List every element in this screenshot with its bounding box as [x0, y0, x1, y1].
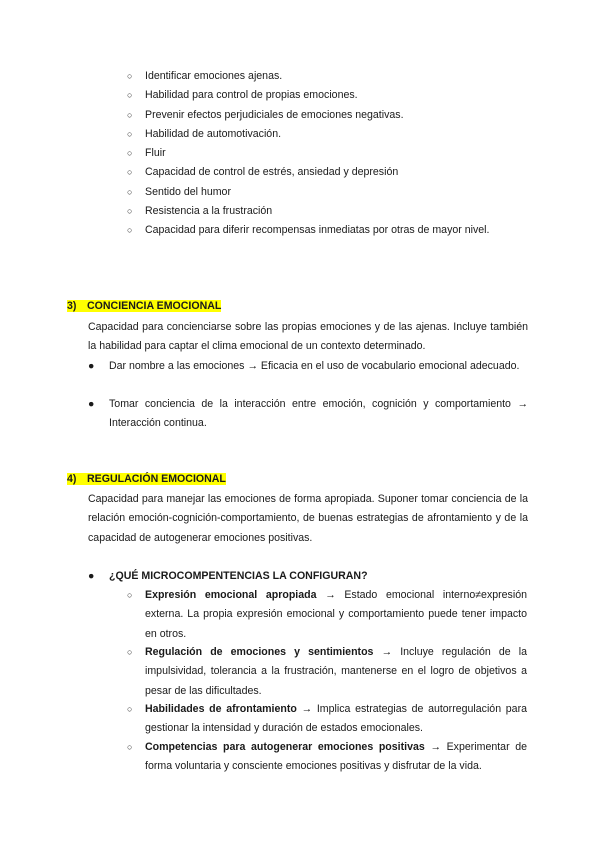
circle-bullet-icon: ○: [127, 90, 133, 101]
circle-bullet-icon: ○: [127, 590, 133, 600]
bullet-icon: ●: [88, 570, 95, 582]
section4-heading: [67, 473, 226, 485]
section3-bullet: ● Tomar conciencia de la interacción entre emoción, cognición y comportamiento → Interacción continua.: [88, 395, 528, 434]
circle-bullet-icon: ○: [127, 742, 133, 752]
circle-bullet-icon: ○: [127, 109, 133, 120]
section3-description: Capacidad para concienciarse sobre las propias emociones y de las ajenas. Incluye también la habilidad para captar el clima emocional de un contexto determinado.: [88, 321, 528, 353]
circle-bullet-icon: ○: [127, 71, 133, 81]
item-term: Habilidades de afrontamiento: [145, 703, 297, 715]
item-term: Regulación de emociones y sentimientos: [145, 646, 374, 658]
circle-bullet-icon: ○: [127, 647, 133, 657]
bullet-icon: ●: [88, 398, 95, 410]
section3-title: CONCIENCIA EMOCIONAL: [87, 300, 222, 312]
bullet-icon: ●: [88, 360, 95, 372]
item-term: Competencias para autogenerar emociones positivas: [145, 741, 425, 753]
section4-title: REGULACIÓN EMOCIONAL: [87, 473, 226, 485]
circle-bullet-icon: ○: [127, 704, 133, 714]
microcompetence-item: ○ Competencias para autogenerar emociones positivas → Experimentar de forma voluntaria y consciente emociones positivas y disfrutar de la vida.: [127, 738, 527, 777]
document-page: ○ Identificar emociones ajenas. ○ Habilidad para control de propias emociones. ○ Prevenir efectos perjudiciales de emociones negativas. ○ Habilidad de automotivación. ○ Fluir ○ Capacidad de control de estrés, ansiedad y depresión ○ Sentido del humor ○ Resistencia a la frustración ○ Capacidad para diferir recompensas inmediatas por otras de mayor nivel. 3) CONCIENCIA EMOCIONAL Capacidad para concienciarse sobre las propias emociones y de las ajenas. Incluye también la habilidad para captar el clima emocional de un contexto determinado. ● Dar nombre a las emociones → Eficacia en el uso de vocabulario emocional adecuado. ● Tomar conciencia de la interacción entre emoción, cognición y comportamiento → Interacción continua. 4) REGULACIÓN EMOCIONAL Capacidad para manejar las emociones de forma apropiada. Suponer tomar conciencia de la relación emoción-cognición-comportamiento, de buenas estrategias de afrontamiento y de la capacidad de autogenerar emociones positivas. ● ¿QUÉ MICROCOMPENTENCIAS LA CONFIGURAN? ○ Expresión emocional apropiada → Estado emocional interno≠expresión externa. La propia expresión emocional y comportamiento puede tener impacto en otros. ○ Regulación de emociones y sentimientos → Incluye regulación de la impulsividad, tolerancia a la frustración, mantenerse en el logro de objetivos a pesar de las dificultades. ○ Habilidades de afrontamiento → Implica estrategias de autorregulación para gestionar la intensidad y duración de estados emocionales. ○ Competencias para autogenerar emociones positivas → Experimentar de forma voluntaria y consciente emociones positivas y disfrutar de la vida.: [0, 0, 600, 848]
microcompetence-item: ○ Habilidades de afrontamiento → Implica estrategias de autorregulación para gestionar la intensidad y duración de estados emocionales.: [127, 700, 527, 739]
circle-bullet-icon: ○: [127, 148, 133, 159]
circle-bullet-icon: ○: [127, 225, 133, 236]
section4-description: Capacidad para manejar las emociones de forma apropiada. Suponer tomar conciencia de la relación emoción-cognición-comportamiento, de buenas estrategias de afrontamiento y de la capacidad de autogenerar emociones positivas.: [88, 493, 528, 544]
section4-question: ● ¿QUÉ MICROCOMPENTENCIAS LA CONFIGURAN?: [88, 567, 528, 586]
circle-bullet-icon: ○: [127, 206, 133, 217]
microcompetence-item: ○ Expresión emocional apropiada → Estado emocional interno≠expresión externa. La propia expresión emocional y comportamiento puede tener impacto en otros.: [127, 586, 527, 644]
item-term: Expresión emocional apropiada: [145, 589, 317, 601]
circle-bullet-icon: ○: [127, 167, 133, 178]
circle-bullet-icon: ○: [127, 128, 133, 139]
section3-number: 3): [67, 300, 77, 312]
section3-heading: [67, 300, 221, 312]
circle-bullet-icon: ○: [127, 186, 133, 197]
microcompetence-item: ○ Regulación de emociones y sentimientos → Incluye regulación de la impulsividad, tolerancia a la frustración, mantenerse en el logro de objetivos a pesar de las dificultades.: [127, 643, 527, 701]
section3-bullet: ● Dar nombre a las emociones → Eficacia en el uso de vocabulario emocional adecuado.: [88, 357, 528, 376]
section4-number: 4): [67, 473, 77, 485]
